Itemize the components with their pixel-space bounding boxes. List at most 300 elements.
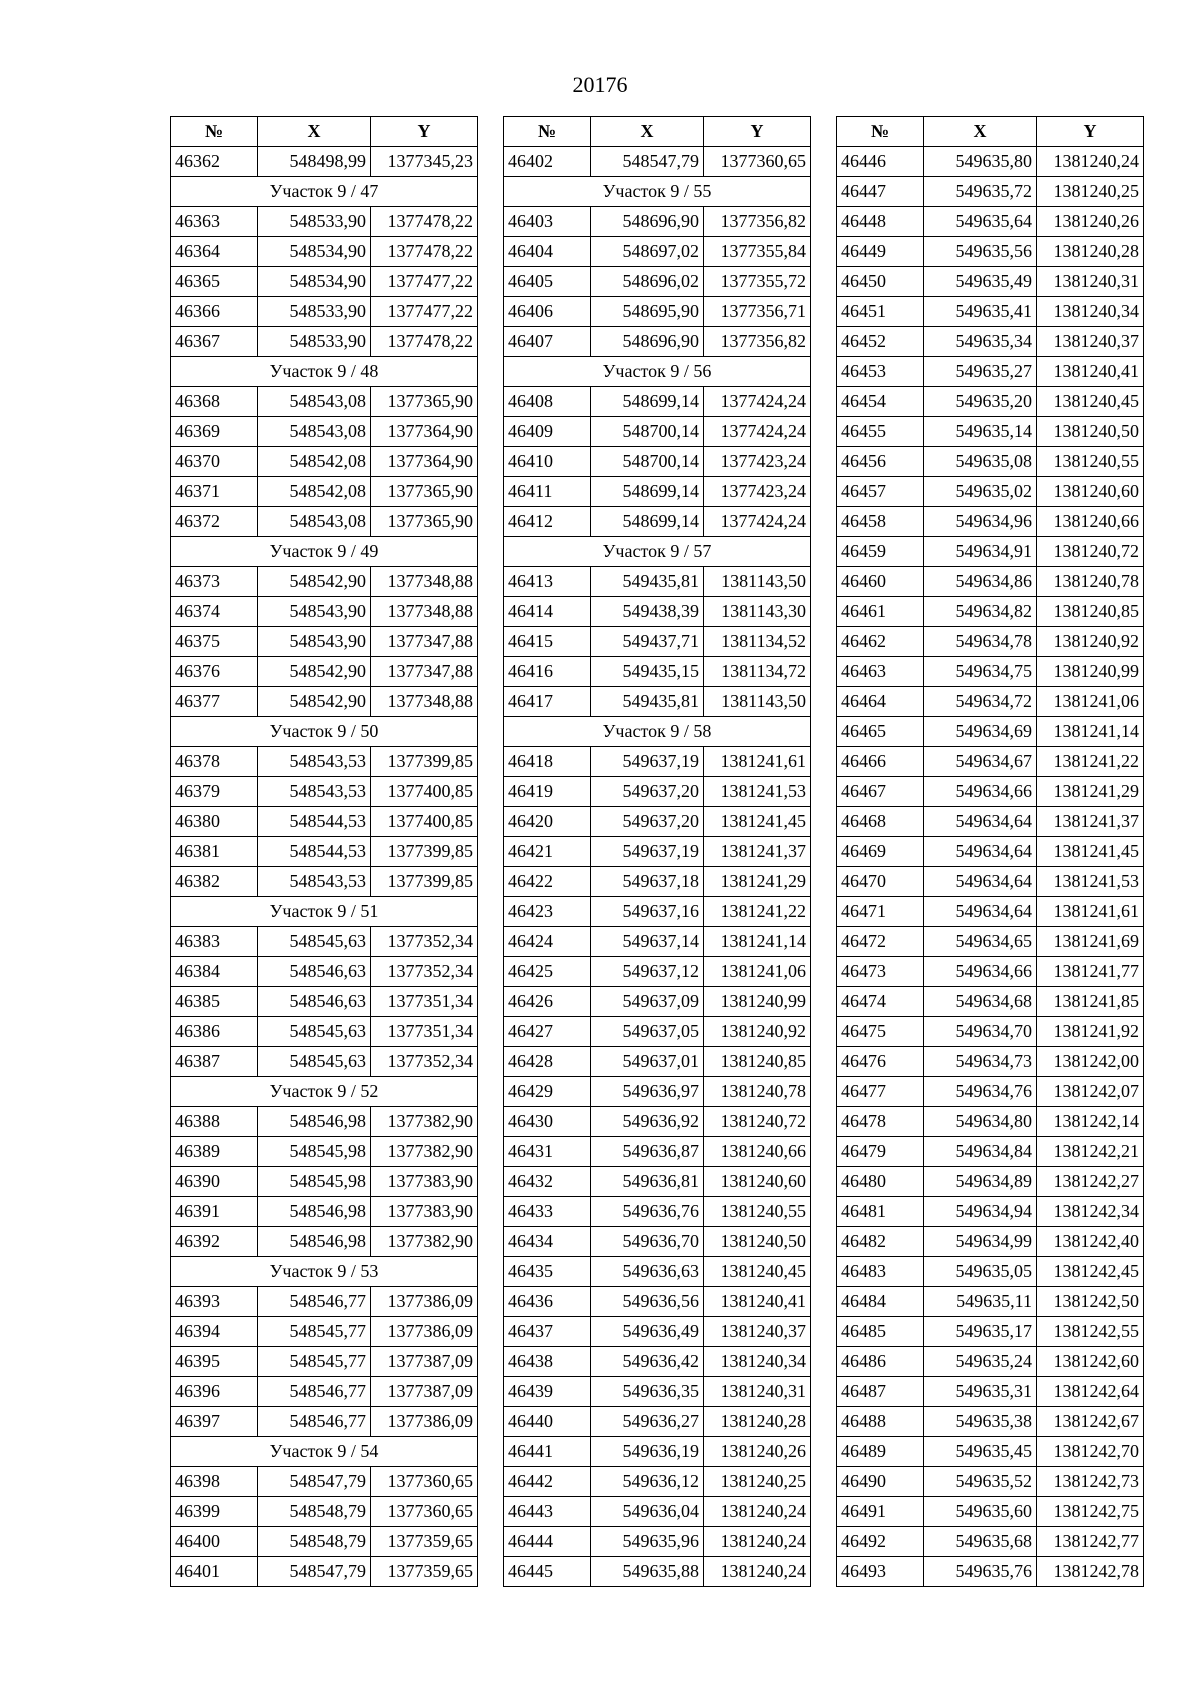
cell-x: 548546,77	[258, 1407, 371, 1437]
section-label: Участок 9 / 58	[504, 717, 811, 747]
cell-y: 1377347,88	[371, 657, 478, 687]
table-row	[837, 1107, 1144, 1137]
cell-y: 1381240,92	[1037, 627, 1144, 657]
section-label: Участок 9 / 51	[171, 897, 478, 927]
table-header-row	[837, 117, 1144, 147]
table-row	[837, 597, 1144, 627]
cell-x: 549635,20	[924, 387, 1037, 417]
cell-y: 1381240,60	[704, 1167, 811, 1197]
cell-num: 46407	[504, 327, 591, 357]
coordinates-table-1	[170, 116, 478, 1587]
section-label: Участок 9 / 53	[171, 1257, 478, 1287]
cell-num: 46493	[837, 1557, 924, 1587]
cell-num: 46402	[504, 147, 591, 177]
header-x: X	[258, 117, 371, 147]
cell-y: 1381240,72	[1037, 537, 1144, 567]
cell-num: 46472	[837, 927, 924, 957]
cell-y: 1377356,82	[704, 207, 811, 237]
cell-x: 548543,08	[258, 387, 371, 417]
table-row	[837, 957, 1144, 987]
cell-num: 46462	[837, 627, 924, 657]
cell-num: 46427	[504, 1017, 591, 1047]
cell-y: 1377364,90	[371, 447, 478, 477]
table-row	[504, 297, 811, 327]
table-row	[837, 387, 1144, 417]
table-row	[837, 447, 1144, 477]
cell-x: 548700,14	[591, 447, 704, 477]
cell-num: 46465	[837, 717, 924, 747]
table-row	[837, 927, 1144, 957]
cell-y: 1377477,22	[371, 297, 478, 327]
cell-y: 1381242,67	[1037, 1407, 1144, 1437]
cell-num: 46455	[837, 417, 924, 447]
cell-num: 46461	[837, 597, 924, 627]
table-row	[504, 1347, 811, 1377]
cell-num: 46414	[504, 597, 591, 627]
cell-x: 548498,99	[258, 147, 371, 177]
cell-num: 46388	[171, 1107, 258, 1137]
cell-x: 549635,96	[591, 1527, 704, 1557]
cell-x: 549635,56	[924, 237, 1037, 267]
cell-x: 548699,14	[591, 387, 704, 417]
cell-num: 46471	[837, 897, 924, 927]
cell-y: 1381240,24	[704, 1527, 811, 1557]
cell-y: 1377352,34	[371, 927, 478, 957]
cell-num: 46367	[171, 327, 258, 357]
table-row	[171, 1497, 478, 1527]
table-row	[171, 597, 478, 627]
table-row	[837, 1527, 1144, 1557]
header-number: №	[171, 117, 258, 147]
cell-y: 1381240,25	[1037, 177, 1144, 207]
cell-num: 46398	[171, 1467, 258, 1497]
table-row	[837, 567, 1144, 597]
cell-y: 1377365,90	[371, 387, 478, 417]
table-row	[837, 147, 1144, 177]
header-number: №	[837, 117, 924, 147]
section-label: Участок 9 / 54	[171, 1437, 478, 1467]
cell-y: 1381241,29	[1037, 777, 1144, 807]
cell-x: 549636,27	[591, 1407, 704, 1437]
cell-y: 1377478,22	[371, 207, 478, 237]
cell-y: 1381240,66	[704, 1137, 811, 1167]
cell-num: 46438	[504, 1347, 591, 1377]
table-row	[504, 1287, 811, 1317]
cell-num: 46460	[837, 567, 924, 597]
cell-x: 549634,89	[924, 1167, 1037, 1197]
cell-num: 46464	[837, 687, 924, 717]
cell-num: 46470	[837, 867, 924, 897]
table-row	[171, 1347, 478, 1377]
table-row	[504, 1467, 811, 1497]
cell-x: 548699,14	[591, 477, 704, 507]
table-row	[837, 747, 1144, 777]
cell-x: 548696,02	[591, 267, 704, 297]
cell-y: 1381242,14	[1037, 1107, 1144, 1137]
table-row	[504, 207, 811, 237]
cell-num: 46386	[171, 1017, 258, 1047]
cell-y: 1377387,09	[371, 1347, 478, 1377]
cell-num: 46366	[171, 297, 258, 327]
cell-x: 548545,98	[258, 1137, 371, 1167]
cell-y: 1381240,50	[704, 1227, 811, 1257]
cell-num: 46452	[837, 327, 924, 357]
page-number: 20176	[572, 72, 628, 97]
cell-x: 548533,90	[258, 297, 371, 327]
cell-num: 46364	[171, 237, 258, 267]
cell-y: 1381241,69	[1037, 927, 1144, 957]
cell-x: 549636,19	[591, 1437, 704, 1467]
cell-y: 1377364,90	[371, 417, 478, 447]
table-row	[504, 1557, 811, 1587]
cell-num: 46385	[171, 987, 258, 1017]
cell-x: 549636,63	[591, 1257, 704, 1287]
cell-num: 46421	[504, 837, 591, 867]
table-row	[171, 237, 478, 267]
cell-x: 549635,24	[924, 1347, 1037, 1377]
cell-y: 1381241,45	[704, 807, 811, 837]
cell-x: 549635,41	[924, 297, 1037, 327]
cell-y: 1381240,99	[704, 987, 811, 1017]
table-row	[504, 1527, 811, 1557]
cell-num: 46393	[171, 1287, 258, 1317]
table-row	[837, 1347, 1144, 1377]
table-row	[837, 537, 1144, 567]
cell-y: 1381241,14	[704, 927, 811, 957]
table-row	[504, 657, 811, 687]
table-row	[504, 387, 811, 417]
cell-y: 1381241,77	[1037, 957, 1144, 987]
table-row	[837, 1077, 1144, 1107]
cell-x: 548545,63	[258, 1017, 371, 1047]
cell-y: 1381241,45	[1037, 837, 1144, 867]
cell-y: 1381242,40	[1037, 1227, 1144, 1257]
cell-num: 46404	[504, 237, 591, 267]
cell-y: 1377386,09	[371, 1407, 478, 1437]
table-row	[837, 657, 1144, 687]
section-row	[171, 177, 478, 207]
table-row	[171, 1377, 478, 1407]
cell-x: 549635,05	[924, 1257, 1037, 1287]
cell-y: 1377360,65	[704, 147, 811, 177]
cell-x: 549435,81	[591, 687, 704, 717]
cell-y: 1381242,77	[1037, 1527, 1144, 1557]
cell-num: 46440	[504, 1407, 591, 1437]
cell-y: 1381240,92	[704, 1017, 811, 1047]
cell-num: 46401	[171, 1557, 258, 1587]
cell-num: 46468	[837, 807, 924, 837]
section-row	[171, 1077, 478, 1107]
table-row	[837, 327, 1144, 357]
table-row	[837, 1407, 1144, 1437]
cell-y: 1381241,37	[704, 837, 811, 867]
table-row	[837, 1467, 1144, 1497]
cell-x: 549636,35	[591, 1377, 704, 1407]
cell-num: 46372	[171, 507, 258, 537]
cell-x: 549634,86	[924, 567, 1037, 597]
cell-y: 1381242,00	[1037, 1047, 1144, 1077]
cell-x: 548546,98	[258, 1197, 371, 1227]
cell-y: 1381241,06	[1037, 687, 1144, 717]
table-header-row	[504, 117, 811, 147]
table-row	[171, 837, 478, 867]
cell-x: 548533,90	[258, 327, 371, 357]
cell-x: 549634,66	[924, 957, 1037, 987]
cell-x: 549435,15	[591, 657, 704, 687]
cell-y: 1377347,88	[371, 627, 478, 657]
cell-num: 46373	[171, 567, 258, 597]
table-row	[837, 1197, 1144, 1227]
cell-y: 1381240,34	[704, 1347, 811, 1377]
cell-y: 1381242,75	[1037, 1497, 1144, 1527]
cell-num: 46433	[504, 1197, 591, 1227]
cell-y: 1381240,50	[1037, 417, 1144, 447]
table-row	[837, 1557, 1144, 1587]
cell-num: 46419	[504, 777, 591, 807]
table-row	[837, 417, 1144, 447]
cell-y: 1377400,85	[371, 777, 478, 807]
cell-num: 46477	[837, 1077, 924, 1107]
section-row	[504, 357, 811, 387]
cell-x: 548547,79	[258, 1467, 371, 1497]
cell-num: 46444	[504, 1527, 591, 1557]
cell-x: 548699,14	[591, 507, 704, 537]
section-label: Участок 9 / 55	[504, 177, 811, 207]
cell-y: 1381241,92	[1037, 1017, 1144, 1047]
cell-y: 1381240,26	[704, 1437, 811, 1467]
cell-num: 46476	[837, 1047, 924, 1077]
cell-num: 46437	[504, 1317, 591, 1347]
cell-y: 1377400,85	[371, 807, 478, 837]
cell-y: 1381240,24	[704, 1557, 811, 1587]
table-row	[171, 777, 478, 807]
cell-x: 549634,91	[924, 537, 1037, 567]
cell-y: 1381143,50	[704, 567, 811, 597]
cell-x: 549635,80	[924, 147, 1037, 177]
table-row	[837, 807, 1144, 837]
cell-y: 1377356,71	[704, 297, 811, 327]
cell-y: 1381240,24	[1037, 147, 1144, 177]
cell-x: 549636,87	[591, 1137, 704, 1167]
cell-x: 549635,64	[924, 207, 1037, 237]
cell-y: 1381242,34	[1037, 1197, 1144, 1227]
cell-num: 46376	[171, 657, 258, 687]
cell-y: 1381242,64	[1037, 1377, 1144, 1407]
header-x: X	[591, 117, 704, 147]
cell-num: 46363	[171, 207, 258, 237]
table-row	[837, 1317, 1144, 1347]
table-row	[171, 1167, 478, 1197]
cell-num: 46415	[504, 627, 591, 657]
cell-y: 1377424,24	[704, 387, 811, 417]
table-row	[837, 837, 1144, 867]
cell-x: 549636,56	[591, 1287, 704, 1317]
table-row	[171, 567, 478, 597]
cell-y: 1381242,50	[1037, 1287, 1144, 1317]
table-row	[504, 987, 811, 1017]
cell-num: 46387	[171, 1047, 258, 1077]
cell-x: 549637,12	[591, 957, 704, 987]
section-row	[504, 717, 811, 747]
cell-y: 1381240,28	[704, 1407, 811, 1437]
cell-y: 1381240,55	[1037, 447, 1144, 477]
cell-x: 549634,75	[924, 657, 1037, 687]
table-row	[504, 447, 811, 477]
cell-num: 46436	[504, 1287, 591, 1317]
cell-y: 1381240,24	[704, 1497, 811, 1527]
cell-y: 1381240,66	[1037, 507, 1144, 537]
cell-y: 1377478,22	[371, 327, 478, 357]
cell-y: 1381241,06	[704, 957, 811, 987]
table-row	[171, 1317, 478, 1347]
section-label: Участок 9 / 52	[171, 1077, 478, 1107]
cell-y: 1381240,85	[1037, 597, 1144, 627]
cell-x: 549634,76	[924, 1077, 1037, 1107]
table-row	[171, 1107, 478, 1137]
cell-num: 46422	[504, 867, 591, 897]
cell-num: 46428	[504, 1047, 591, 1077]
table-row	[171, 687, 478, 717]
cell-x: 549636,49	[591, 1317, 704, 1347]
table-row	[171, 867, 478, 897]
table-row	[504, 1107, 811, 1137]
cell-x: 549634,68	[924, 987, 1037, 1017]
cell-x: 549634,96	[924, 507, 1037, 537]
section-row	[504, 177, 811, 207]
cell-num: 46449	[837, 237, 924, 267]
cell-y: 1381143,50	[704, 687, 811, 717]
table-row	[504, 1167, 811, 1197]
cell-x: 548542,08	[258, 477, 371, 507]
cell-x: 549635,38	[924, 1407, 1037, 1437]
table-row	[504, 1407, 811, 1437]
cell-y: 1381240,55	[704, 1197, 811, 1227]
cell-x: 549636,42	[591, 1347, 704, 1377]
cell-x: 549634,66	[924, 777, 1037, 807]
cell-y: 1381241,29	[704, 867, 811, 897]
cell-y: 1381240,34	[1037, 297, 1144, 327]
cell-x: 549637,14	[591, 927, 704, 957]
table-row	[171, 417, 478, 447]
cell-num: 46375	[171, 627, 258, 657]
table-row	[504, 1317, 811, 1347]
table-row	[171, 267, 478, 297]
cell-num: 46368	[171, 387, 258, 417]
cell-x: 548533,90	[258, 207, 371, 237]
cell-num: 46445	[504, 1557, 591, 1587]
table-row	[837, 207, 1144, 237]
cell-num: 46458	[837, 507, 924, 537]
cell-x: 549634,64	[924, 897, 1037, 927]
table-row	[171, 1527, 478, 1557]
cell-num: 46474	[837, 987, 924, 1017]
cell-num: 46406	[504, 297, 591, 327]
table-row	[837, 1227, 1144, 1257]
cell-x: 548546,77	[258, 1377, 371, 1407]
cell-x: 548542,90	[258, 567, 371, 597]
cell-y: 1377359,65	[371, 1557, 478, 1587]
cell-x: 549635,11	[924, 1287, 1037, 1317]
table-row	[837, 237, 1144, 267]
cell-x: 548546,98	[258, 1227, 371, 1257]
cell-y: 1377382,90	[371, 1137, 478, 1167]
cell-x: 548545,77	[258, 1347, 371, 1377]
cell-y: 1377478,22	[371, 237, 478, 267]
cell-x: 549635,34	[924, 327, 1037, 357]
cell-num: 46467	[837, 777, 924, 807]
cell-y: 1377477,22	[371, 267, 478, 297]
cell-num: 46420	[504, 807, 591, 837]
cell-num: 46390	[171, 1167, 258, 1197]
cell-y: 1377382,90	[371, 1227, 478, 1257]
cell-x: 548546,98	[258, 1107, 371, 1137]
cell-x: 549635,14	[924, 417, 1037, 447]
cell-num: 46473	[837, 957, 924, 987]
table-row	[837, 267, 1144, 297]
cell-num: 46456	[837, 447, 924, 477]
table-row	[504, 777, 811, 807]
table-row	[837, 507, 1144, 537]
header-x: X	[924, 117, 1037, 147]
cell-num: 46430	[504, 1107, 591, 1137]
cell-x: 548543,53	[258, 777, 371, 807]
cell-x: 548542,08	[258, 447, 371, 477]
cell-num: 46396	[171, 1377, 258, 1407]
cell-y: 1377356,82	[704, 327, 811, 357]
cell-y: 1377387,09	[371, 1377, 478, 1407]
table-row	[837, 297, 1144, 327]
cell-x: 549636,81	[591, 1167, 704, 1197]
section-label: Участок 9 / 57	[504, 537, 811, 567]
cell-num: 46382	[171, 867, 258, 897]
cell-y: 1381240,41	[704, 1287, 811, 1317]
cell-x: 548534,90	[258, 267, 371, 297]
cell-x: 548543,53	[258, 747, 371, 777]
cell-x: 549636,70	[591, 1227, 704, 1257]
cell-y: 1381242,60	[1037, 1347, 1144, 1377]
cell-num: 46450	[837, 267, 924, 297]
cell-x: 549634,64	[924, 837, 1037, 867]
cell-y: 1381240,37	[1037, 327, 1144, 357]
table-row	[504, 597, 811, 627]
cell-x: 549636,12	[591, 1467, 704, 1497]
table-row	[171, 957, 478, 987]
cell-num: 46371	[171, 477, 258, 507]
cell-y: 1381240,41	[1037, 357, 1144, 387]
cell-num: 46378	[171, 747, 258, 777]
cell-y: 1377351,34	[371, 987, 478, 1017]
cell-y: 1377365,90	[371, 507, 478, 537]
cell-y: 1381134,52	[704, 627, 811, 657]
cell-y: 1377352,34	[371, 1047, 478, 1077]
cell-y: 1381242,78	[1037, 1557, 1144, 1587]
table-row	[504, 1497, 811, 1527]
cell-y: 1377348,88	[371, 687, 478, 717]
cell-x: 548546,63	[258, 987, 371, 1017]
cell-x: 548534,90	[258, 237, 371, 267]
cell-y: 1377359,65	[371, 1527, 478, 1557]
table-row	[837, 627, 1144, 657]
header-y: Y	[1037, 117, 1144, 147]
table-row	[171, 1197, 478, 1227]
table-row	[504, 237, 811, 267]
section-row	[171, 1437, 478, 1467]
cell-num: 46484	[837, 1287, 924, 1317]
cell-num: 46395	[171, 1347, 258, 1377]
cell-num: 46392	[171, 1227, 258, 1257]
table-row	[504, 1137, 811, 1167]
cell-x: 548695,90	[591, 297, 704, 327]
